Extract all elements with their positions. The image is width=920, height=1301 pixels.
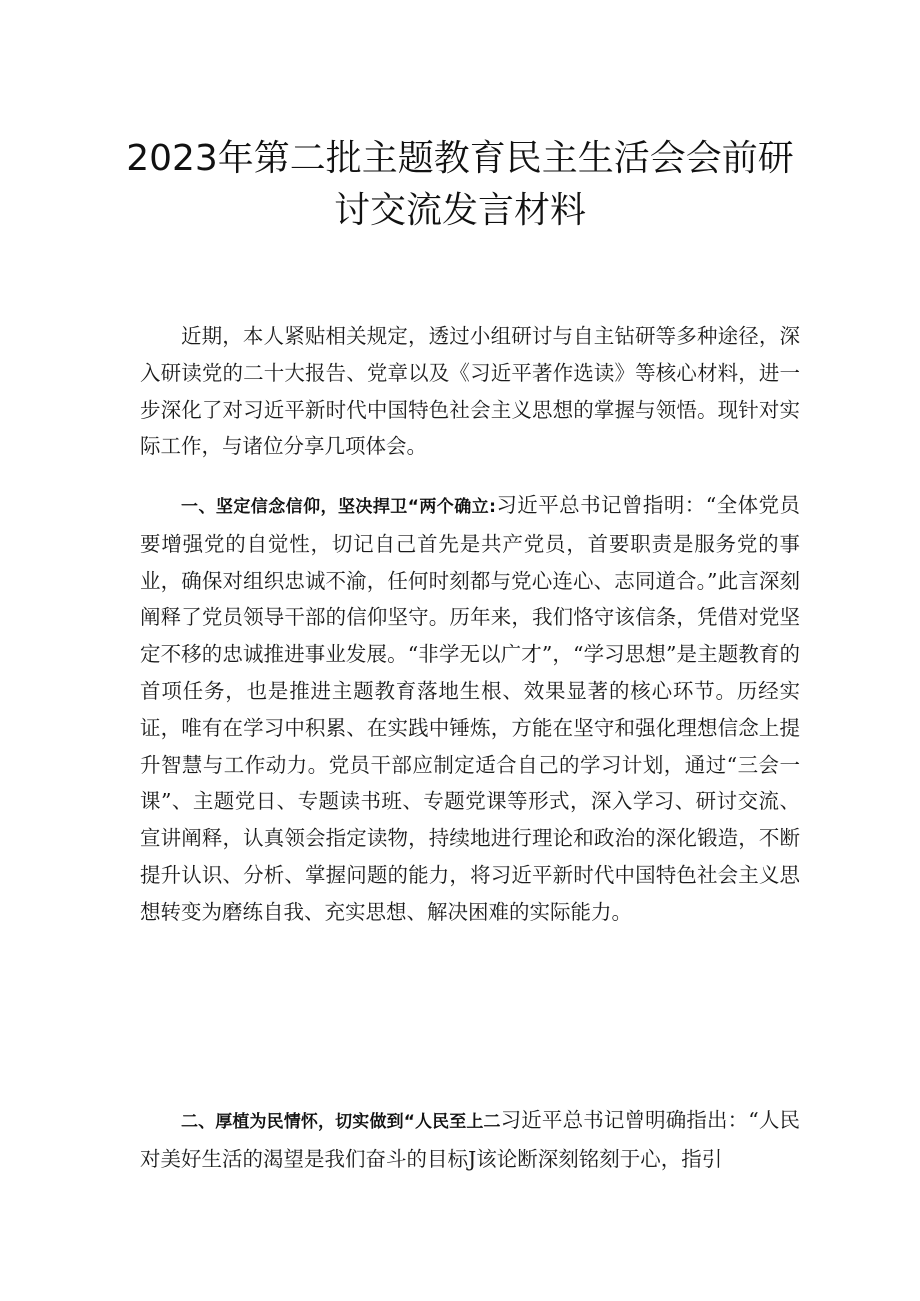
section-2-heading: 二、厚植为民情怀，切实做到“人民至上二 (181, 1112, 501, 1132)
section-1-paragraph (140, 487, 800, 931)
section-1-heading: 一、坚定信念信仰，坚决捍卫“两个确立: (181, 497, 496, 517)
section-1-body: 习近平总书记曾指明：“全体党员要增强党的自觉性，切记自己首先是共产党员，首要职责是服务党的事业，确保对组织忠诚不渝，任何时刻都与党心连心、志同道合。”此言深刻阐释了党员领导干部的信仰坚守。历年来，我们恪守该信条，凭借对党坚定不移的忠诚推进事业发展。“非学无以广才”，“学习思想”是主题教育的首项任务，也是推进主题教育落地生根、效果显著的核心环节。历经实证，唯有在学习中积累、在实践中锤炼，方能在坚守和强化理想信念上提升智慧与工作动力。党员干部应制定适合自己的学习计划，通过“三会一课”、主题党日、专题读书班、专题党课等形式，深入学习、研讨交流、宣讲阐释，认真领会指定读物，持续地进行理论和政治的深化锻造，不断提升认识、分析、掌握问题的能力，将习近平新时代中国特色社会主义思想转变为磨练自我、充实思想、解决困难的实际能力。 (140, 493, 800, 924)
section-2-paragraph (140, 1102, 800, 1178)
document-title-line-1: 2023年第二批主题教育民主生活会会前研 (126, 138, 794, 179)
document-title-line-2: 讨交流发言材料 (333, 190, 586, 231)
intro-paragraph: 近期，本人紧贴相关规定，透过小组研讨与自主钻研等多种途径，深入研读党的二十大报告、党章以及《习近平著作选读》等核心材料，进一步深化了对习近平新时代中国特色社会主义思想的掌握与领悟。现针对实际工作，与诸位分享几项体会。 (140, 324, 800, 459)
section-2-body: 习近平总书记曾明确指出：“人民对美好生活的渴望是我们奋斗的目标J该论断深刻铭刻于心，指引 (140, 1108, 800, 1171)
